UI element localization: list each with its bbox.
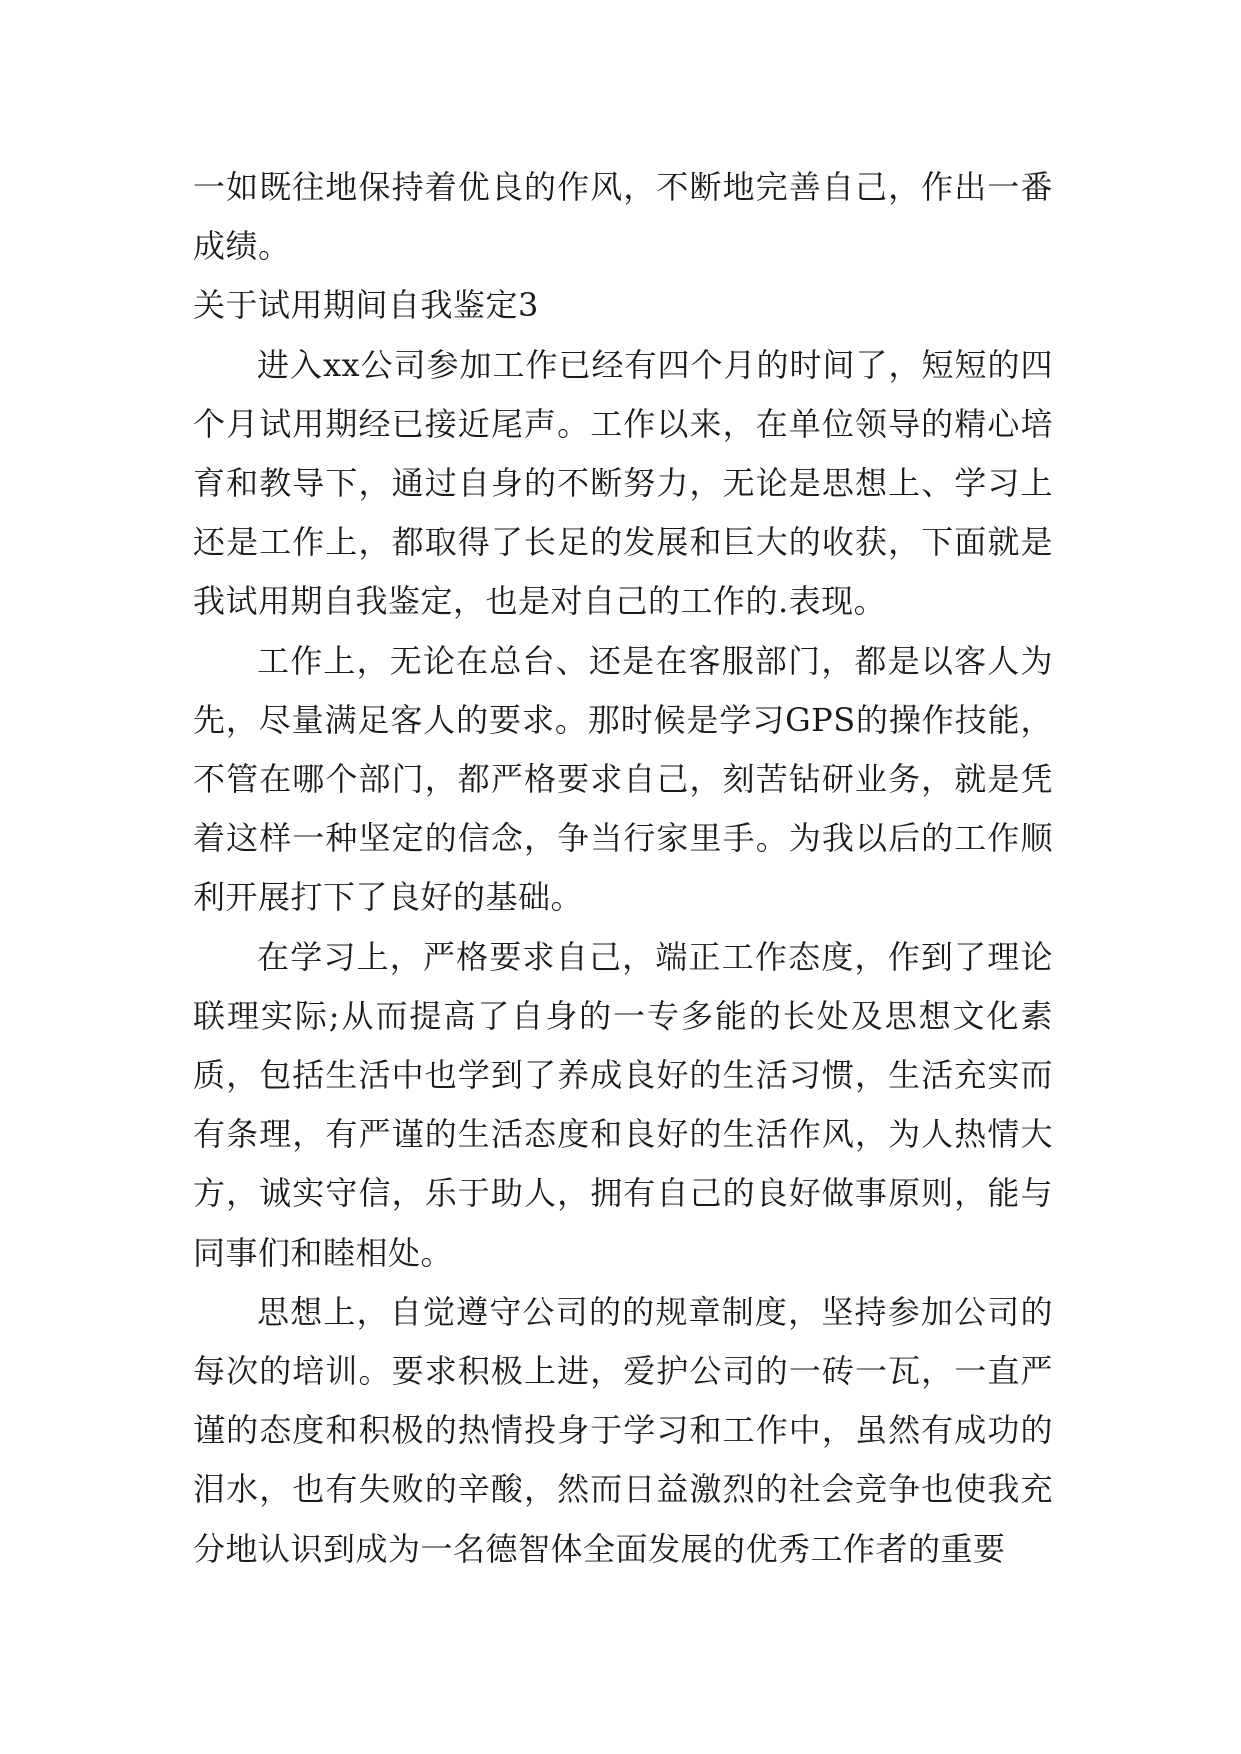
paragraph-thought: 思想上，自觉遵守公司的的规章制度，坚持参加公司的每次的培训。要求积极上进，爱护公司的一砖一瓦，一直严谨的态度和积极的热情投身于学习和工作中，虽然有成功的泪水，也有失败的辛酸，然而日益激烈的社会竞争也使我充分地认识到成为一名德智体全面发展的优秀工作者的重要	[193, 1292, 1053, 1568]
paragraph-continuation: 一如既往地保持着优良的作风，不断地完善自己，作出一番成绩。	[193, 168, 1053, 266]
paragraph-intro: 进入xx公司参加工作已经有四个月的时间了，短短的四个月试用期经已接近尾声。工作以来，在单位领导的精心培育和教导下，通过自身的不断努力，无论是思想上、学习上还是工作上，都取得了长足的发展和巨大的收获，下面就是我试用期自我鉴定，也是对自己的工作的.表现。	[193, 345, 1053, 621]
document-body	[193, 158, 1053, 1579]
section-heading: 关于试用期间自我鉴定3	[193, 286, 539, 325]
paragraph-study: 在学习上，严格要求自己，端正工作态度，作到了理论联理实际;从而提高了自身的一专多能的长处及思想文化素质，包括生活中也学到了养成良好的生活习惯，生活充实而有条理，有严谨的生活态度和良好的生活作风，为人热情大方，诚实守信，乐于助人，拥有自己的良好做事原则，能与同事们和睦相处。	[193, 937, 1053, 1272]
paragraph-work: 工作上，无论在总台、还是在客服部门，都是以客人为先，尽量满足客人的要求。那时候是学习GPS的操作技能，不管在哪个部门，都严格要求自己，刻苦钻研业务，就是凭着这样一种坚定的信念，争当行家里手。为我以后的工作顺利开展打下了良好的基础。	[193, 641, 1053, 917]
